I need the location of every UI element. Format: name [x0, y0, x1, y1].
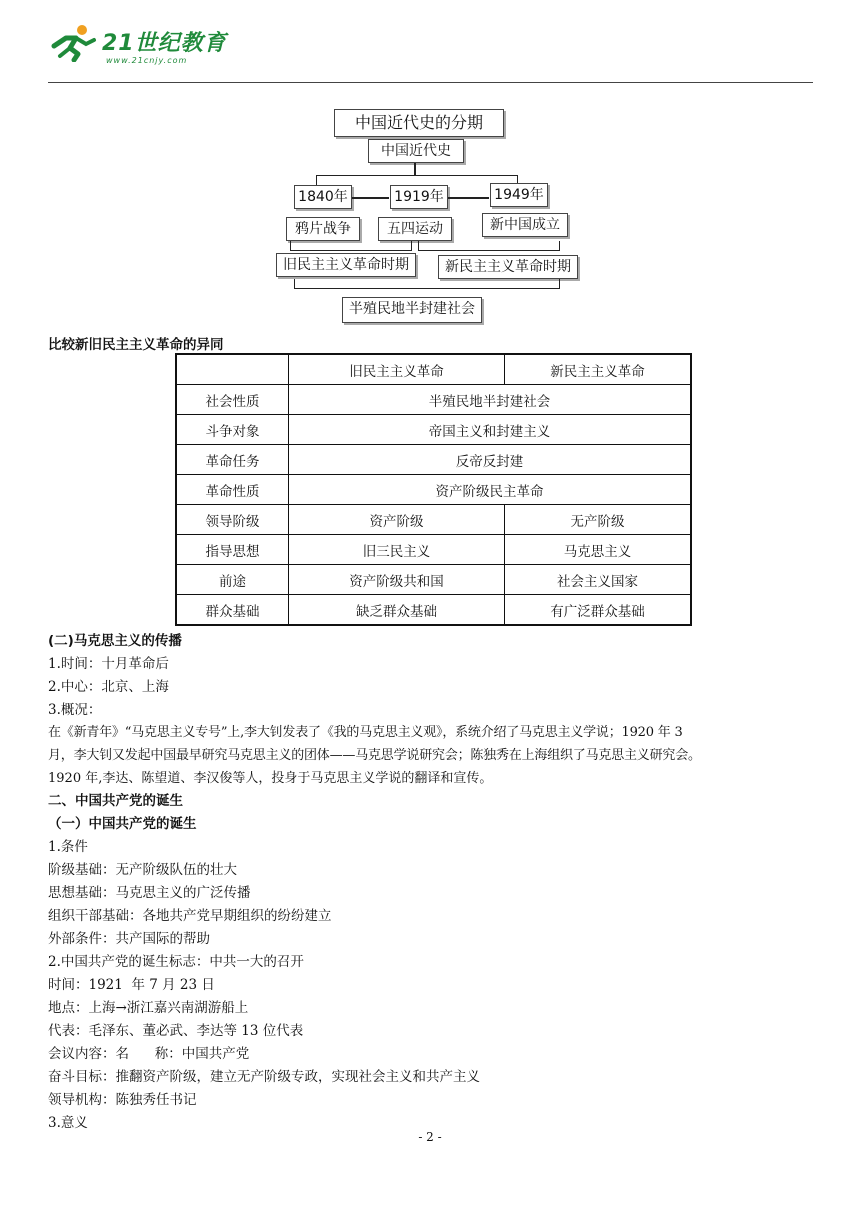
history-period-diagram: [270, 105, 590, 327]
logo-url: www.21cnjy.com: [106, 56, 188, 65]
row-merged-value: 半殖民地半封建社会: [289, 385, 692, 415]
diagram-year-1949: 1949年: [490, 183, 548, 207]
diagram-year-1919: 1919年: [390, 185, 448, 209]
row-label: 社会性质: [176, 385, 289, 415]
table-row: [176, 475, 691, 505]
row-label: 领导阶级: [176, 505, 289, 535]
row-new-value: 有广泛群众基础: [505, 595, 692, 626]
logo: [48, 24, 227, 66]
party-line: 思想基础：马克思主义的广泛传播: [48, 885, 251, 901]
row-merged-value: 反帝反封建: [289, 445, 692, 475]
table-row: [176, 595, 691, 626]
row-old-value: 缺乏群众基础: [289, 595, 505, 626]
marxism-time: 1.时间：十月革命后: [48, 656, 169, 672]
marxism-center: 2.中心：北京、上海: [48, 679, 169, 695]
compare-heading: 比较新旧民主主义革命的异同: [48, 337, 224, 353]
row-old-value: 旧三民主义: [289, 535, 505, 565]
table-row: [176, 565, 691, 595]
row-new-value: 马克思主义: [505, 535, 692, 565]
logo-title: 21世纪教育: [102, 31, 227, 56]
row-new-value: 无产阶级: [505, 505, 692, 535]
party-section-heading: 二、中国共产党的诞生: [48, 793, 183, 809]
diagram-event-opium-war: 鸦片战争: [286, 217, 360, 241]
row-new-value: 社会主义国家: [505, 565, 692, 595]
marxism-heading: (二)马克思主义的传播: [48, 633, 182, 649]
party-line: 3.意义: [48, 1115, 88, 1131]
page-number: - 2 -: [418, 1130, 442, 1144]
diagram-period-old: 旧民主主义革命时期: [276, 253, 416, 277]
row-old-value: 资产阶级: [289, 505, 505, 535]
compare-table: [175, 353, 692, 626]
marxism-overview-label: 3.概况：: [48, 702, 102, 718]
diagram-event-new-china: 新中国成立: [482, 213, 568, 237]
row-label: 革命性质: [176, 475, 289, 505]
table-row: [176, 445, 691, 475]
diagram-society: 半殖民地半封建社会: [342, 297, 482, 323]
runner-logo-icon: [48, 24, 98, 62]
party-line: 外部条件：共产国际的帮助: [48, 931, 210, 947]
marxism-overview-line: 在《新青年》“马克思主义专号”上,李大钊发表了《我的马克思主义观》，系统介绍了马克思主义学说；1920 年 3: [48, 725, 683, 740]
party-line: 奋斗目标：推翻资产阶级，建立无产阶级专政，实现社会主义和共产主义: [48, 1069, 480, 1085]
diagram-root: 中国近代史: [368, 139, 464, 163]
table-header-cell: 新民主主义革命: [505, 354, 692, 385]
row-merged-value: 资产阶级民主革命: [289, 475, 692, 505]
diagram-title: 中国近代史的分期: [334, 109, 504, 137]
party-sub-heading: （一）中国共产党的诞生: [48, 816, 197, 832]
party-line: 阶级基础：无产阶级队伍的壮大: [48, 862, 237, 878]
table-row: [176, 535, 691, 565]
row-label: 斗争对象: [176, 415, 289, 445]
party-line: 1.条件: [48, 839, 88, 855]
row-label: 前途: [176, 565, 289, 595]
party-line: 领导机构：陈独秀任书记: [48, 1092, 197, 1108]
row-label: 革命任务: [176, 445, 289, 475]
table-row: [176, 385, 691, 415]
marxism-overview-line: 月，李大钊又发起中国最早研究马克思主义的团体——马克思学说研究会；陈独秀在上海组织了马克思主义研究会。: [48, 748, 701, 763]
table-header-cell: 旧民主主义革命: [289, 354, 505, 385]
diagram-event-may-fourth: 五四运动: [378, 217, 452, 241]
page-header: [48, 22, 813, 83]
table-row: [176, 505, 691, 535]
party-line: 组织干部基础：各地共产党早期组织的纷纷建立: [48, 908, 332, 924]
party-line: 会议内容：名 称：中国共产党: [48, 1046, 250, 1062]
party-line: 2.中国共产党的诞生标志：中共一大的召开: [48, 954, 304, 970]
marxism-overview-line: 1920 年,李达、陈望道、李汉俊等人，投身于马克思主义学说的翻译和宣传。: [48, 771, 493, 786]
party-line: 代表：毛泽东、董必武、李达等 13 位代表: [48, 1023, 304, 1039]
party-line: 时间：1921 年 7 月 23 日: [48, 977, 215, 993]
table-row: [176, 415, 691, 445]
party-line: 地点：上海→浙江嘉兴南湖游船上: [48, 1000, 249, 1016]
diagram-year-1840: 1840年: [294, 185, 352, 209]
row-label: 群众基础: [176, 595, 289, 626]
diagram-period-new: 新民主主义革命时期: [438, 255, 578, 279]
row-old-value: 资产阶级共和国: [289, 565, 505, 595]
table-header-cell: [176, 354, 289, 385]
row-label: 指导思想: [176, 535, 289, 565]
row-merged-value: 帝国主义和封建主义: [289, 415, 692, 445]
table-header-row: [176, 354, 691, 385]
